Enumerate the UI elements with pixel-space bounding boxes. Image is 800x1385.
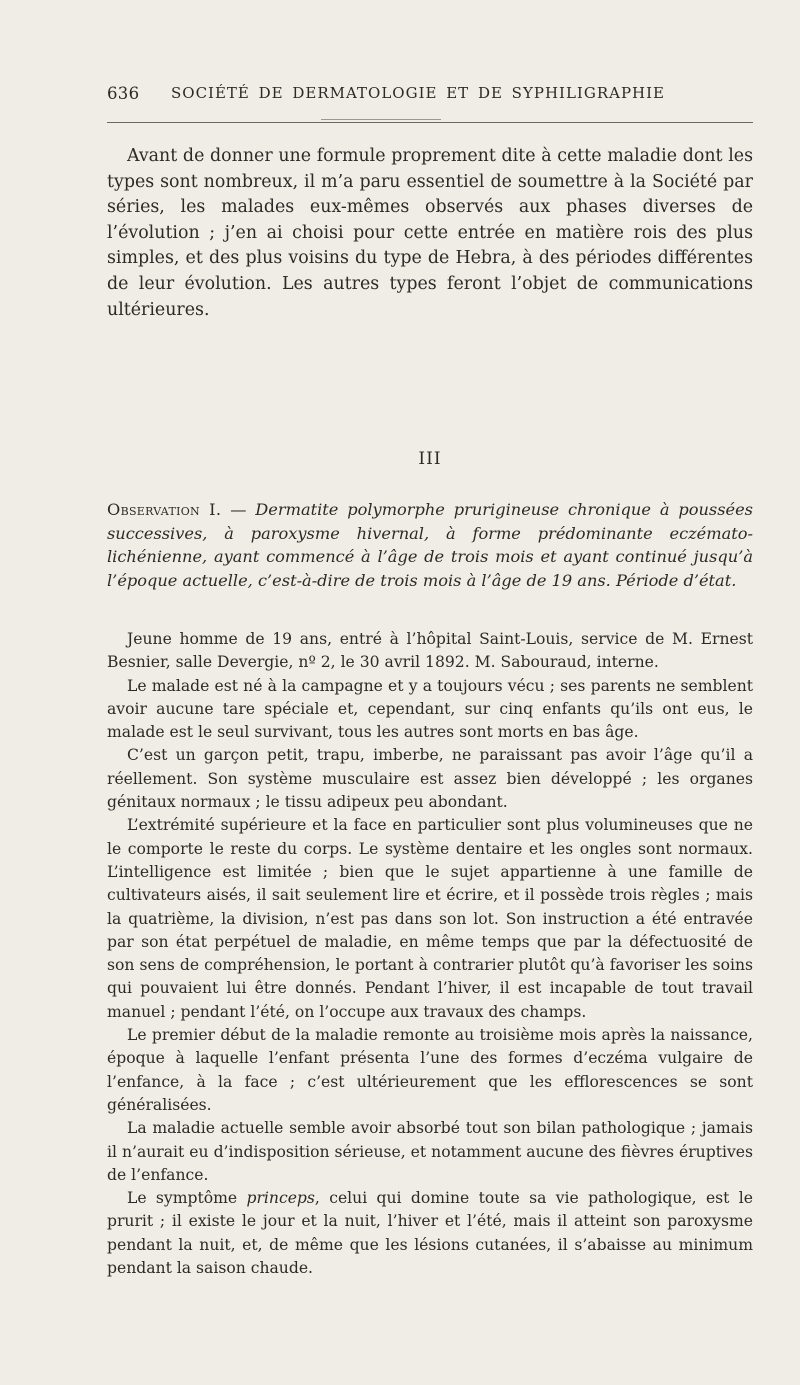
observation-title: Dermatite polymorphe prurigineuse chronique à poussées successives, à paroxysme hivernal, à forme prédominante eczémato-lichénienne, ayant commencé à l’âge de trois mois et ayant continué jusqu’à l’époque actuelle, c’est-à-dire de trois mois à l’âge de 19 ans. Période d’état. [107, 500, 753, 590]
paragraph-family-history: Le malade est né à la campagne et y a toujours vécu ; ses parents ne semblent avoir aucune tare spéciale et, cependant, sur cinq enfants qu’ils ont eus, le malade est le seul survivant, tous les autres sont morts en bas âge. [107, 676, 753, 742]
case-description [107, 628, 753, 1280]
header-rule [107, 122, 753, 123]
pruritus-text-end: , celui qui domine toute sa vie pathologique, est le prurit ; il existe le jour et la nuit, l’hiver et l’été, mais il atteint son paroxysme pendant la nuit, et, de même que les lésions cutanées, il s’abaisse au minimum pendant la saison chaude. [107, 1189, 753, 1278]
paragraph-disease-onset: Le premier début de la maladie remonte au troisième mois après la naissance, époque à laquelle l’enfant présenta l’une des formes d’eczéma vulgaire de l’enfance, à la face ; c’est ultérieurement que les efflorescences se sont généralisées. [107, 1026, 753, 1114]
pruritus-emphasis: princeps [246, 1189, 315, 1208]
observation-heading [107, 498, 753, 592]
intro-paragraph: Avant de donner une formule proprement dite à cette maladie dont les types sont nombreux, il m’a paru essentiel de soumettre à la Société par séries, les malades eux-mêmes observés aux phases diverses de l’évolution ; j’en ai choisi pour cette entrée en matière rois des plus simples, et des plus voisins du type de Hebra, à des périodes différentes de leur évolution. Les autres types feront l’objet de communications ultérieures. [107, 146, 753, 320]
paragraph-pathology: La maladie actuelle semble avoir absorbé tout son bilan pathologique ; jamais il n’aurait eu d’indisposition sérieuse, et notamment aucune des fièvres éruptives de l’enfance. [107, 1119, 753, 1184]
running-head [107, 84, 753, 114]
header-rule-accent [321, 119, 441, 120]
observation-label: Observation I. [107, 500, 222, 519]
page-number: 636 [107, 84, 140, 103]
journal-title: SOCIÉTÉ DE DERMATOLOGIE ET DE SYPHILIGRAPHIE [171, 84, 666, 102]
observation-dash: — [221, 500, 256, 519]
pruritus-text-start: Le symptôme [127, 1189, 247, 1208]
section-numeral: III [418, 449, 442, 469]
paragraph-physical-aspect: C’est un garçon petit, trapu, imberbe, ne paraissant pas avoir l’âge qu’il a réellement. Son système musculaire est assez bien développé ; les organes génitaux normaux ; le tissu adipeux peu abondant. [107, 746, 753, 812]
paragraph-development: L’extrémité supérieure et la face en particulier sont plus volumineuses que ne le comporte le reste du corps. Le système dentaire et les ongles sont normaux. L’intelligence est limitée ; bien que le sujet appartienne à une famille de cultivateurs aisés, il sait seulement lire et écrire, et il possède trois règles ; mais la quatrième, la division, n’est pas dans son lot. Son instruction a été entravée par son état perpétuel de maladie, en même temps que par la défectuosité de son sens de compréhension, le portant à contrarier plutôt qu’à favoriser les soins qui pouvaient lui être donnés. Pendant l’hiver, il est incapable de tout travail manuel ; pendant l’été, on l’occupe aux travaux des champs. [107, 816, 753, 1021]
paragraph-admission: Jeune homme de 19 ans, entré à l’hôpital Saint-Louis, service de M. Ernest Besnier, salle Devergie, nº 2, le 30 avril 1892. M. Sabouraud, interne. [107, 630, 753, 672]
book-page [107, 84, 753, 1278]
paragraph-pruritus [107, 1187, 753, 1280]
